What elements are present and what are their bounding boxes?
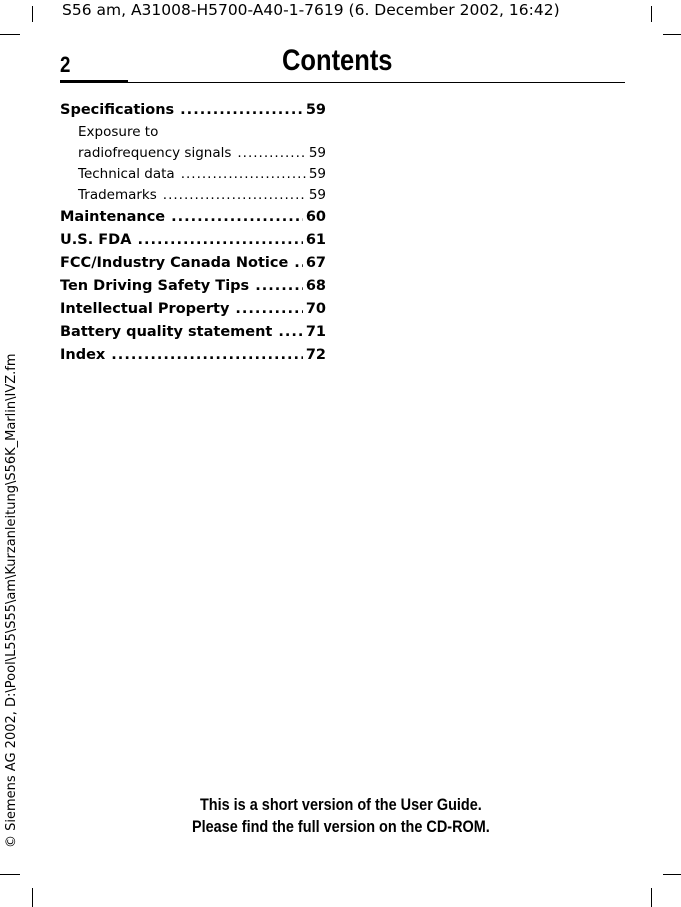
toc-entry-page: 72: [305, 347, 326, 363]
toc-leader: [235, 298, 302, 321]
toc-entry[interactable]: [60, 99, 326, 122]
toc-leader: [237, 143, 305, 164]
toc-entry-page: 61: [305, 232, 326, 248]
toc-leader: [255, 275, 303, 298]
toc-entry[interactable]: [60, 252, 326, 275]
toc-entry-label: Battery quality statement: [60, 324, 273, 340]
toc-entry[interactable]: [60, 344, 326, 367]
toc-entry-label: U.S. FDA: [60, 232, 132, 248]
page-title: Contents: [282, 44, 393, 77]
document-source-line: S56 am, A31008-H5700-A40-1-7619 (6. December 2002, 16:42): [62, 1, 560, 19]
copyright-file-path: © Siemens AG 2002, D:\Pool\L55\S55\am\Kurzanleitung\S56K_Marlin\IVZ.fm: [4, 353, 19, 848]
toc-leader: [180, 99, 303, 122]
crop-mark: [0, 34, 20, 35]
toc-entry-page: 67: [305, 255, 326, 271]
toc-leader: [111, 344, 303, 367]
toc-entry-page: 59: [308, 166, 326, 182]
toc-leader: [171, 206, 303, 229]
table-of-contents: [60, 99, 326, 367]
crop-mark: [32, 6, 33, 22]
toc-entry-page: 60: [305, 209, 326, 225]
crop-mark: [663, 34, 681, 35]
header-rule: [60, 82, 625, 83]
notice-line-1: This is a short version of the User Guide.: [199, 795, 482, 814]
toc-entry-label: radiofrequency signals: [78, 145, 232, 161]
toc-entry-label: Ten Driving Safety Tips: [60, 278, 250, 294]
toc-entry-page: 59: [305, 102, 326, 118]
crop-mark: [651, 888, 652, 907]
toc-entry-label: Maintenance: [60, 209, 166, 225]
toc-leader: [137, 229, 302, 252]
toc-leader: [278, 321, 302, 344]
header-rule-accent: [60, 80, 128, 83]
notice-line-2: Please find the full version on the CD-ROM.: [191, 817, 490, 836]
toc-entry[interactable]: [60, 143, 326, 164]
toc-entry-label: Specifications: [60, 102, 175, 118]
toc-entry[interactable]: [60, 275, 326, 298]
toc-entry-label: Technical data: [78, 166, 175, 182]
toc-entry-label: FCC/Industry Canada Notice: [60, 255, 289, 271]
toc-entry-page: 70: [305, 301, 326, 317]
toc-entry[interactable]: [60, 185, 326, 206]
toc-entry-label: Trademarks: [78, 187, 157, 203]
toc-entry-page: 68: [305, 278, 326, 294]
toc-entry-label: Exposure to: [78, 124, 159, 140]
toc-entry-page: 71: [305, 324, 326, 340]
crop-mark: [651, 6, 652, 22]
toc-entry[interactable]: [60, 206, 326, 229]
short-version-notice: [0, 794, 681, 838]
toc-entry-page: 59: [308, 145, 326, 161]
page-number: 2: [60, 52, 71, 77]
toc-leader: [163, 185, 306, 206]
crop-mark: [32, 888, 33, 907]
toc-entry-page: 59: [308, 187, 326, 203]
toc-entry[interactable]: [60, 298, 326, 321]
crop-mark: [0, 874, 20, 875]
toc-entry[interactable]: [60, 164, 326, 185]
toc-leader: [294, 252, 303, 275]
crop-mark: [663, 874, 681, 875]
toc-entry-label: Intellectual Property: [60, 301, 230, 317]
toc-entry[interactable]: [60, 122, 326, 143]
toc-entry-label: Index: [60, 347, 106, 363]
toc-entry[interactable]: [60, 229, 326, 252]
toc-leader: [181, 164, 306, 185]
toc-entry[interactable]: [60, 321, 326, 344]
